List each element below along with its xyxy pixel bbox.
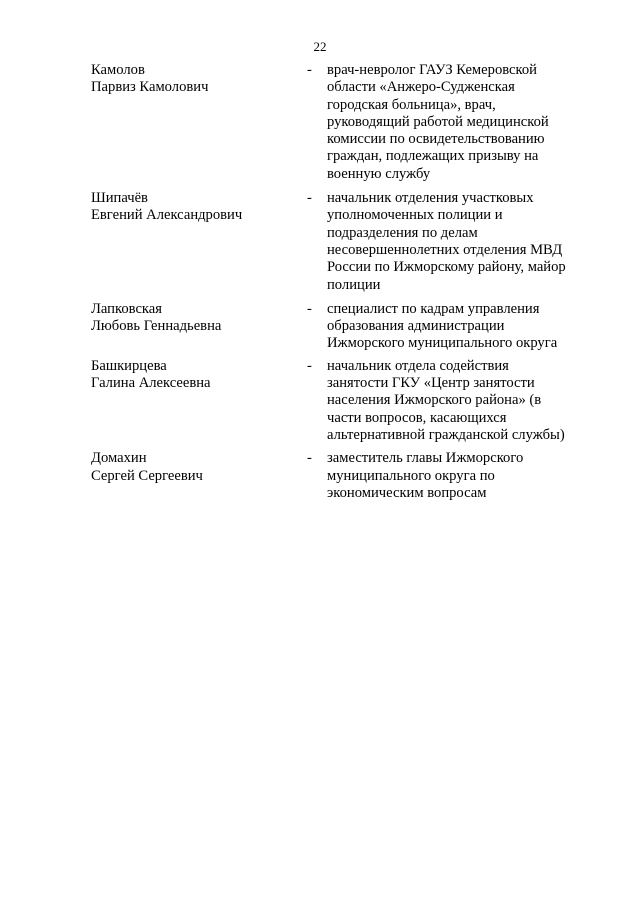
member-position — [327, 190, 585, 294]
member-entry — [0, 358, 640, 444]
position-line: муниципального округа по — [327, 467, 495, 484]
member-name — [91, 62, 301, 97]
position-line: занятости ГКУ «Центр занятости — [327, 375, 535, 392]
position-line: населения Ижморского района» (в — [327, 392, 542, 409]
position-line: полиции — [327, 276, 381, 293]
position-line: России по Ижморскому району, майор — [327, 259, 566, 276]
member-name — [91, 301, 301, 336]
dash-separator: - — [307, 357, 312, 374]
member-position — [327, 301, 585, 353]
position-line: комиссии по освидетельствованию — [327, 131, 545, 148]
member-surname: Шипачёв — [91, 190, 148, 207]
member-name — [91, 358, 301, 393]
member-entry — [0, 450, 640, 502]
dash-separator: - — [307, 190, 312, 207]
dash-separator: - — [307, 300, 312, 317]
dash-separator: - — [307, 450, 312, 467]
member-entry — [0, 62, 640, 183]
position-line: начальник отделения участковых — [327, 190, 534, 207]
position-line: несовершеннолетних отделения МВД — [327, 241, 563, 258]
member-surname: Камолов — [91, 62, 145, 78]
page-number: 22 — [313, 39, 327, 54]
position-line: экономическим вопросам — [327, 484, 487, 501]
member-given-names: Любовь Геннадьевна — [91, 318, 222, 335]
position-line: руководящий работой медицинской — [327, 113, 549, 130]
member-given-names: Галина Алексеевна — [91, 375, 211, 392]
member-name — [91, 450, 301, 485]
position-line: врач-невролог ГАУЗ Кемеровской — [327, 62, 537, 78]
position-line: заместитель главы Ижморского — [327, 450, 524, 467]
position-line: части вопросов, касающихся — [327, 409, 507, 426]
member-position — [327, 450, 585, 502]
member-given-names: Евгений Александрович — [91, 207, 243, 224]
member-name — [91, 190, 301, 225]
member-entry — [0, 190, 640, 294]
position-line: подразделения по делам — [327, 224, 478, 241]
commission-member-list — [0, 62, 640, 502]
position-line: граждан, подлежащих призыву на — [327, 148, 539, 165]
member-given-names: Сергей Сергеевич — [91, 467, 203, 484]
position-line: образования администрации — [327, 318, 505, 335]
position-line: Ижморского муниципального округа — [327, 335, 558, 352]
position-line: специалист по кадрам управления — [327, 300, 540, 317]
member-position — [327, 358, 585, 444]
position-line: уполномоченных полиции и — [327, 207, 503, 224]
position-line: военную службу — [327, 165, 431, 182]
position-line: альтернативной гражданской службы) — [327, 426, 565, 443]
member-surname: Домахин — [91, 450, 147, 467]
member-position — [327, 62, 585, 183]
dash-separator: - — [307, 62, 312, 78]
member-entry — [0, 301, 640, 353]
position-line: области «Анжеро-Судженская — [327, 79, 515, 96]
position-line: начальник отдела содействия — [327, 357, 509, 374]
member-given-names: Парвиз Камолович — [91, 79, 209, 96]
member-surname: Башкирцева — [91, 357, 167, 374]
position-line: городская больница», врач, — [327, 96, 496, 113]
member-surname: Лапковская — [91, 300, 162, 317]
